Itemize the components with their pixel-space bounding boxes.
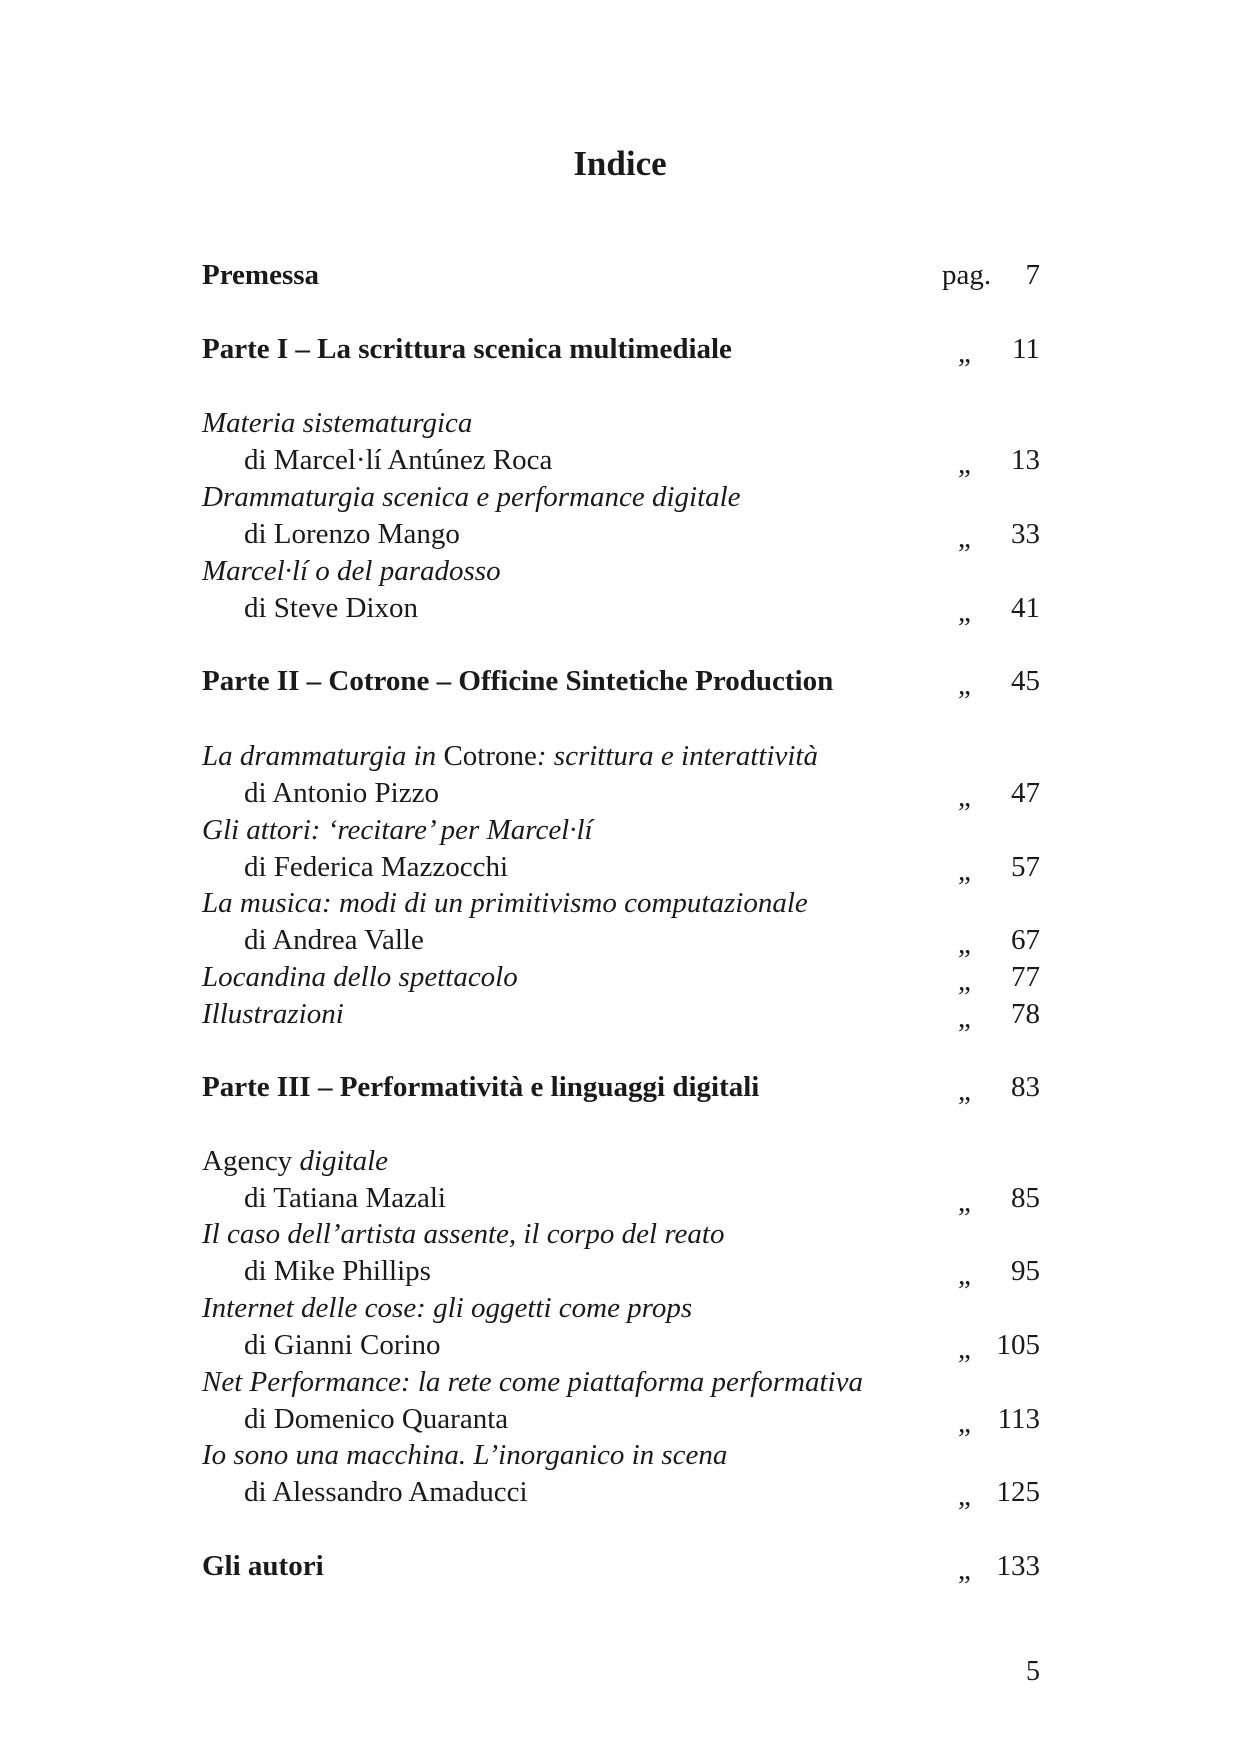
toc-entry-title (202, 1288, 1040, 1328)
essay-author: di Lorenzo Mango (244, 518, 460, 550)
ditto-mark: „ (958, 448, 971, 480)
page-number: 95 (1011, 1255, 1040, 1287)
toc-entry-title (202, 1214, 1040, 1254)
title-part-upright: Cotrone (443, 740, 537, 772)
entry-label: Premessa (202, 259, 320, 291)
toc-entry-author (202, 514, 1040, 554)
essay-author: di Domenico Quaranta (244, 1403, 509, 1435)
entry-label: Parte III – Performatività e linguaggi digitali (202, 1071, 760, 1103)
essay-title (202, 1141, 388, 1181)
ditto-mark: „ (958, 1407, 971, 1439)
page-number: 78 (1011, 998, 1040, 1030)
title-part: : scrittura e interattività (536, 740, 818, 772)
essay-title: Illustrazioni (202, 998, 344, 1030)
toc-entry-title (202, 403, 1040, 443)
page-number: 7 (1025, 259, 1040, 291)
entry-label: Gli autori (202, 1550, 324, 1582)
toc-entry-author (202, 1325, 1040, 1365)
page-number: 77 (1011, 961, 1040, 993)
page-number: 105 (996, 1329, 1040, 1361)
page-folio: 5 (1026, 1656, 1040, 1687)
ditto-mark: „ (958, 855, 971, 887)
ditto-mark: „ (958, 596, 971, 628)
toc-entry-author (202, 1251, 1040, 1291)
page-number: 33 (1011, 518, 1040, 550)
page-number: 83 (1011, 1071, 1040, 1103)
entry-label: Parte I – La scrittura scenica multimediale (202, 333, 732, 365)
toc-entry-author (202, 1472, 1040, 1512)
toc-entry-premessa (202, 255, 1040, 295)
toc-entry-parte-3 (202, 1067, 1040, 1107)
essay-author: di Gianni Corino (244, 1329, 441, 1361)
essay-title: Il caso dell’artista assente, il corpo del reato (202, 1218, 725, 1250)
essay-title: Drammaturgia scenica e performance digitale (202, 481, 741, 513)
essay-author: di Alessandro Amaducci (244, 1476, 528, 1508)
essay-title: Materia sistematurgica (202, 407, 473, 439)
page-number: 125 (996, 1476, 1040, 1508)
toc-entry-author (202, 1178, 1040, 1218)
page-number: 47 (1011, 777, 1040, 809)
toc-entry-title (202, 810, 1040, 850)
essay-author: di Tatiana Mazali (244, 1182, 446, 1214)
page-abbrev: pag. (942, 259, 992, 291)
title-part: La drammaturgia in (202, 740, 444, 772)
page-number: 133 (996, 1550, 1040, 1582)
ditto-mark: „ (958, 669, 971, 701)
essay-author: di Mike Phillips (244, 1255, 431, 1287)
toc-entry-title (202, 883, 1040, 923)
essay-title (202, 736, 818, 776)
toc-entry-locandina (202, 957, 1040, 997)
title-part-upright: Agency (202, 1145, 293, 1177)
toc-entry-author (202, 920, 1040, 960)
toc-entry-title (202, 736, 1040, 776)
toc-entry-title (202, 551, 1040, 591)
ditto-mark: „ (958, 1002, 971, 1034)
title-part: digitale (292, 1145, 389, 1177)
page-title: Indice (573, 144, 667, 183)
ditto-mark: „ (958, 1075, 971, 1107)
toc-entry-gli-autori (202, 1546, 1040, 1586)
essay-title: Internet delle cose: gli oggetti come props (202, 1292, 693, 1324)
toc-entry-title (202, 1362, 1040, 1402)
toc-entry-author (202, 773, 1040, 813)
ditto-mark: „ (958, 1259, 971, 1291)
toc-entry-illustrazioni (202, 994, 1040, 1034)
toc-entry-author (202, 440, 1040, 480)
essay-title: Marcel·lí o del paradosso (202, 555, 501, 587)
toc-entry-author (202, 588, 1040, 628)
page-number: 57 (1011, 851, 1040, 883)
essay-author: di Marcel·lí Antúnez Roca (244, 444, 553, 476)
ditto-mark: „ (958, 1333, 971, 1365)
ditto-mark: „ (958, 337, 971, 369)
page-number: 45 (1011, 665, 1040, 697)
essay-title: La musica: modi di un primitivismo computazionale (202, 887, 808, 919)
essay-author: di Andrea Valle (244, 924, 424, 956)
essay-author: di Steve Dixon (244, 592, 418, 624)
essay-title: Net Performance: la rete come piattaforma performativa (202, 1366, 863, 1398)
page-number: 41 (1011, 592, 1040, 624)
toc-entry-title (202, 1141, 1040, 1181)
toc-entry-author (202, 847, 1040, 887)
toc-entry-parte-2 (202, 661, 1040, 701)
ditto-mark: „ (958, 1480, 971, 1512)
toc-entry-author (202, 1399, 1040, 1439)
essay-title: Locandina dello spettacolo (202, 961, 518, 993)
essay-author: di Federica Mazzocchi (244, 851, 509, 883)
ditto-mark: „ (958, 522, 971, 554)
ditto-mark: „ (958, 1186, 971, 1218)
essay-title: Gli attori: ‘recitare’ per Marcel·lí (202, 814, 593, 846)
entry-label: Parte II – Cotrone – Officine Sintetiche Production (202, 665, 834, 697)
ditto-mark: „ (958, 781, 971, 813)
toc-entry-title (202, 1435, 1040, 1475)
ditto-mark: „ (958, 928, 971, 960)
ditto-mark: „ (958, 965, 971, 997)
ditto-mark: „ (958, 1554, 971, 1586)
page-number: 13 (1011, 444, 1040, 476)
page-number: 11 (1012, 333, 1040, 365)
page-number: 85 (1011, 1182, 1040, 1214)
page-number: 113 (997, 1403, 1040, 1435)
page-number: 67 (1011, 924, 1040, 956)
essay-title: Io sono una macchina. L’inorganico in scena (202, 1439, 728, 1471)
essay-author: di Antonio Pizzo (244, 777, 439, 809)
toc-entry-title (202, 477, 1040, 517)
toc-entry-parte-1 (202, 329, 1040, 369)
